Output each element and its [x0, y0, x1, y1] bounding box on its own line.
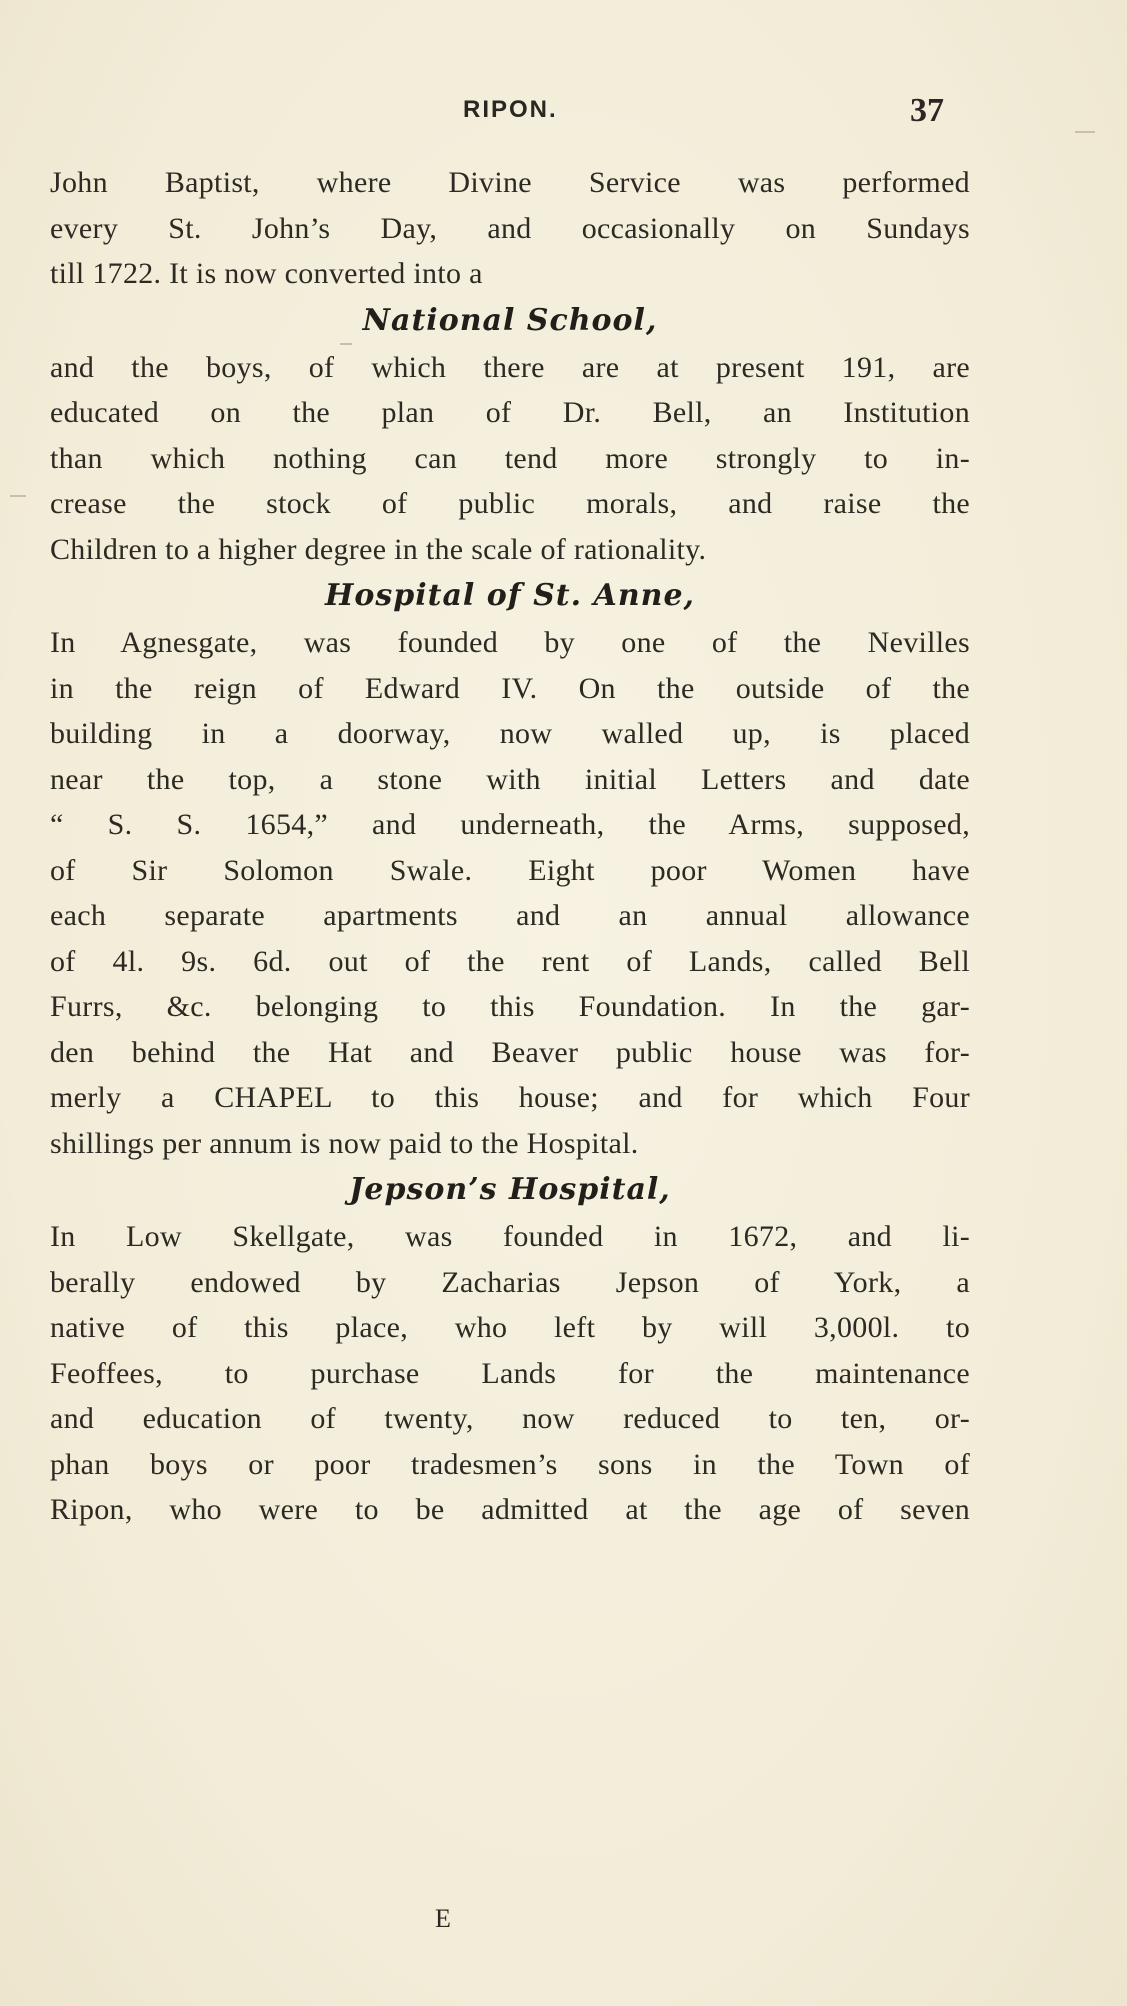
text-line: each separate apartments and an annual allowance — [50, 899, 970, 932]
text-line: building in a doorway, now walled up, is placed — [50, 717, 970, 750]
text-line: educated on the plan of Dr. Bell, an Institution — [50, 396, 970, 429]
text-line: den behind the Hat and Beaver public house was for- — [50, 1035, 970, 1069]
margin-scan-mark — [340, 343, 352, 345]
text-line: Ripon, who were to be admitted at the age of seven — [50, 1493, 970, 1526]
text-line: and education of twenty, now reduced to ten, or- — [50, 1402, 970, 1435]
text-line: “ S. S. 1654,” and underneath, the Arms, supposed, — [50, 808, 970, 841]
text-line: Children to a higher degree in the scale of rationality. — [50, 532, 707, 566]
text-line: till 1722. It is now converted into a — [50, 257, 483, 290]
section-heading-hospital-st-anne: Hospital of St. Anne, — [325, 578, 695, 613]
text-line: of Sir Solomon Swale. Eight poor Women have — [50, 853, 970, 887]
body-text — [50, 160, 970, 1533]
text-line: phan boys or poor tradesmen’s sons in the Town of — [50, 1447, 970, 1481]
text-line: merly a CHAPEL to this house; and for which Four — [50, 1081, 970, 1114]
signature-mark: E — [435, 1904, 451, 1933]
page-number: 37 — [910, 92, 944, 129]
text-line: than which nothing can tend more strongly to in- — [50, 441, 970, 475]
text-line: berally endowed by Zacharias Jepson of York, a — [50, 1265, 970, 1299]
margin-scan-mark — [1075, 131, 1095, 133]
text-line: John Baptist, where Divine Service was performed — [50, 166, 970, 199]
text-line: crease the stock of public morals, and raise the — [50, 487, 970, 520]
margin-scan-mark — [10, 495, 26, 497]
section-heading-jepsons-hospital: Jepson’s Hospital, — [349, 1172, 671, 1207]
running-head — [0, 92, 1127, 132]
text-line: of 4l. 9s. 6d. out of the rent of Lands, called Bell — [50, 944, 970, 978]
text-line: and the boys, of which there are at present 191, are — [50, 350, 970, 384]
text-line: In Agnesgate, was founded by one of the Nevilles — [50, 626, 970, 659]
text-line: In Low Skellgate, was founded in 1672, and li- — [50, 1220, 970, 1253]
text-line: in the reign of Edward IV. On the outside of the — [50, 671, 970, 705]
text-line: native of this place, who left by will 3,000l. to — [50, 1311, 970, 1344]
text-line: near the top, a stone with initial Letters and date — [50, 762, 970, 796]
text-line: shillings per annum is now paid to the Hospital. — [50, 1126, 639, 1160]
running-title: RIPON. — [463, 96, 558, 123]
text-line: every St. John’s Day, and occasionally on Sundays — [50, 211, 970, 245]
text-line: Feoffees, to purchase Lands for the maintenance — [50, 1356, 970, 1390]
section-heading-national-school: National School, — [362, 302, 658, 338]
text-line: Furrs, &c. belonging to this Foundation. In the gar- — [50, 990, 970, 1023]
